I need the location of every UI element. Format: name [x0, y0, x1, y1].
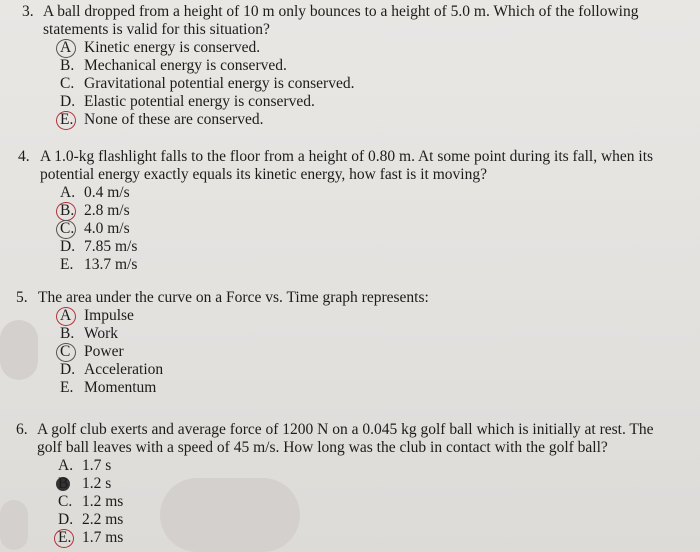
- question-text: [40, 148, 653, 184]
- option-letter: C.: [58, 493, 73, 510]
- option-letter: A.: [60, 184, 76, 201]
- option-text: 2.8 m/s: [84, 202, 130, 219]
- option-letter: C.: [60, 220, 84, 238]
- option-letter: D.: [58, 511, 74, 528]
- answer-options: [60, 39, 354, 129]
- question-line-1: A 1.0-kg flashlight falls to the floor from a height of 0.80 m. At some point during its fall, when its: [40, 148, 654, 165]
- answer-options: [60, 184, 137, 274]
- option-text: 0.4 m/s: [84, 184, 130, 201]
- redaction-blot: [160, 478, 300, 552]
- option-letter: E.: [58, 529, 82, 547]
- answer-option[interactable]: [58, 529, 123, 547]
- answer-option[interactable]: [60, 256, 137, 274]
- option-text: Elastic potential energy is conserved.: [84, 93, 315, 110]
- answer-option[interactable]: [60, 379, 163, 397]
- question-line-2: statements is valid for this situation?: [43, 21, 270, 38]
- option-letter: E.: [60, 111, 84, 129]
- option-text: 1.2 s: [82, 475, 112, 492]
- redaction-blot: [0, 500, 28, 550]
- option-text: Kinetic energy is conserved.: [84, 39, 261, 56]
- option-letter: A.: [58, 457, 74, 474]
- answer-option[interactable]: [60, 93, 354, 111]
- answer-option[interactable]: [60, 39, 354, 57]
- answer-option[interactable]: [60, 75, 354, 93]
- question-line-2: golf ball leaves with a speed of 45 m/s. How long was the club in contact with the golf ball?: [37, 439, 608, 456]
- answer-option[interactable]: [58, 475, 123, 493]
- option-text: None of these are conserved.: [84, 111, 264, 128]
- answer-option[interactable]: [60, 238, 137, 256]
- answer-option[interactable]: [60, 343, 163, 361]
- option-text: Work: [84, 325, 119, 342]
- option-text: Mechanical energy is conserved.: [84, 57, 287, 74]
- option-letter: D.: [60, 238, 76, 255]
- question-line-1: A golf club exerts and average force of 1200 N on a 0.045 kg golf ball which is initially at rest. The: [37, 421, 654, 438]
- option-text: Momentum: [84, 379, 157, 396]
- option-letter: C: [60, 343, 84, 361]
- option-text: 13.7 m/s: [84, 256, 138, 273]
- option-letter: E.: [60, 379, 74, 396]
- option-letter: B.: [60, 57, 75, 74]
- question-number: 4.: [18, 148, 30, 165]
- question-text: [43, 3, 639, 39]
- option-text: Power: [84, 343, 124, 360]
- option-letter: D.: [60, 93, 76, 110]
- option-letter: B: [58, 475, 69, 492]
- question-line-1: A ball dropped from a height of 10 m only bounces to a height of 5.0 m. Which of the following: [43, 3, 639, 20]
- option-letter: D.: [60, 361, 76, 378]
- option-text: 4.0 m/s: [84, 220, 130, 237]
- answer-option[interactable]: [58, 493, 123, 511]
- option-letter: A: [60, 39, 84, 57]
- answer-option[interactable]: [60, 202, 137, 220]
- question-number: 6.: [16, 421, 28, 438]
- option-letter: C.: [60, 75, 75, 92]
- question-text: [38, 289, 429, 307]
- answer-option[interactable]: [60, 325, 163, 343]
- question-text: [37, 421, 654, 457]
- answer-option[interactable]: [60, 111, 354, 129]
- answer-option[interactable]: [60, 57, 354, 75]
- option-text: Acceleration: [84, 361, 164, 378]
- option-text: Impulse: [84, 307, 134, 324]
- question-line-1: The area under the curve on a Force vs. Time graph represents:: [38, 289, 429, 306]
- answer-options: [60, 307, 163, 397]
- answer-option[interactable]: [60, 220, 137, 238]
- option-letter: E.: [60, 256, 74, 273]
- answer-option[interactable]: [60, 184, 137, 202]
- question-line-2: potential energy exactly equals its kinetic energy, how fast is it moving?: [40, 166, 487, 183]
- option-text: 1.2 ms: [82, 493, 124, 510]
- option-letter: B.: [60, 202, 84, 220]
- answer-options: [58, 457, 123, 547]
- option-text: 1.7 ms: [82, 529, 124, 546]
- answer-option[interactable]: [60, 361, 163, 379]
- option-text: 2.2 ms: [82, 511, 124, 528]
- answer-option[interactable]: [58, 457, 123, 475]
- option-text: 7.85 m/s: [84, 238, 138, 255]
- answer-option[interactable]: [58, 511, 123, 529]
- option-text: 1.7 s: [82, 457, 112, 474]
- question-number: 5.: [16, 289, 28, 306]
- option-text: Gravitational potential energy is conserved.: [84, 75, 355, 92]
- redaction-blot: [0, 320, 38, 380]
- question-number: 3.: [22, 3, 34, 20]
- answer-option[interactable]: [60, 307, 163, 325]
- option-letter: B.: [60, 325, 75, 342]
- option-letter: A: [60, 307, 84, 325]
